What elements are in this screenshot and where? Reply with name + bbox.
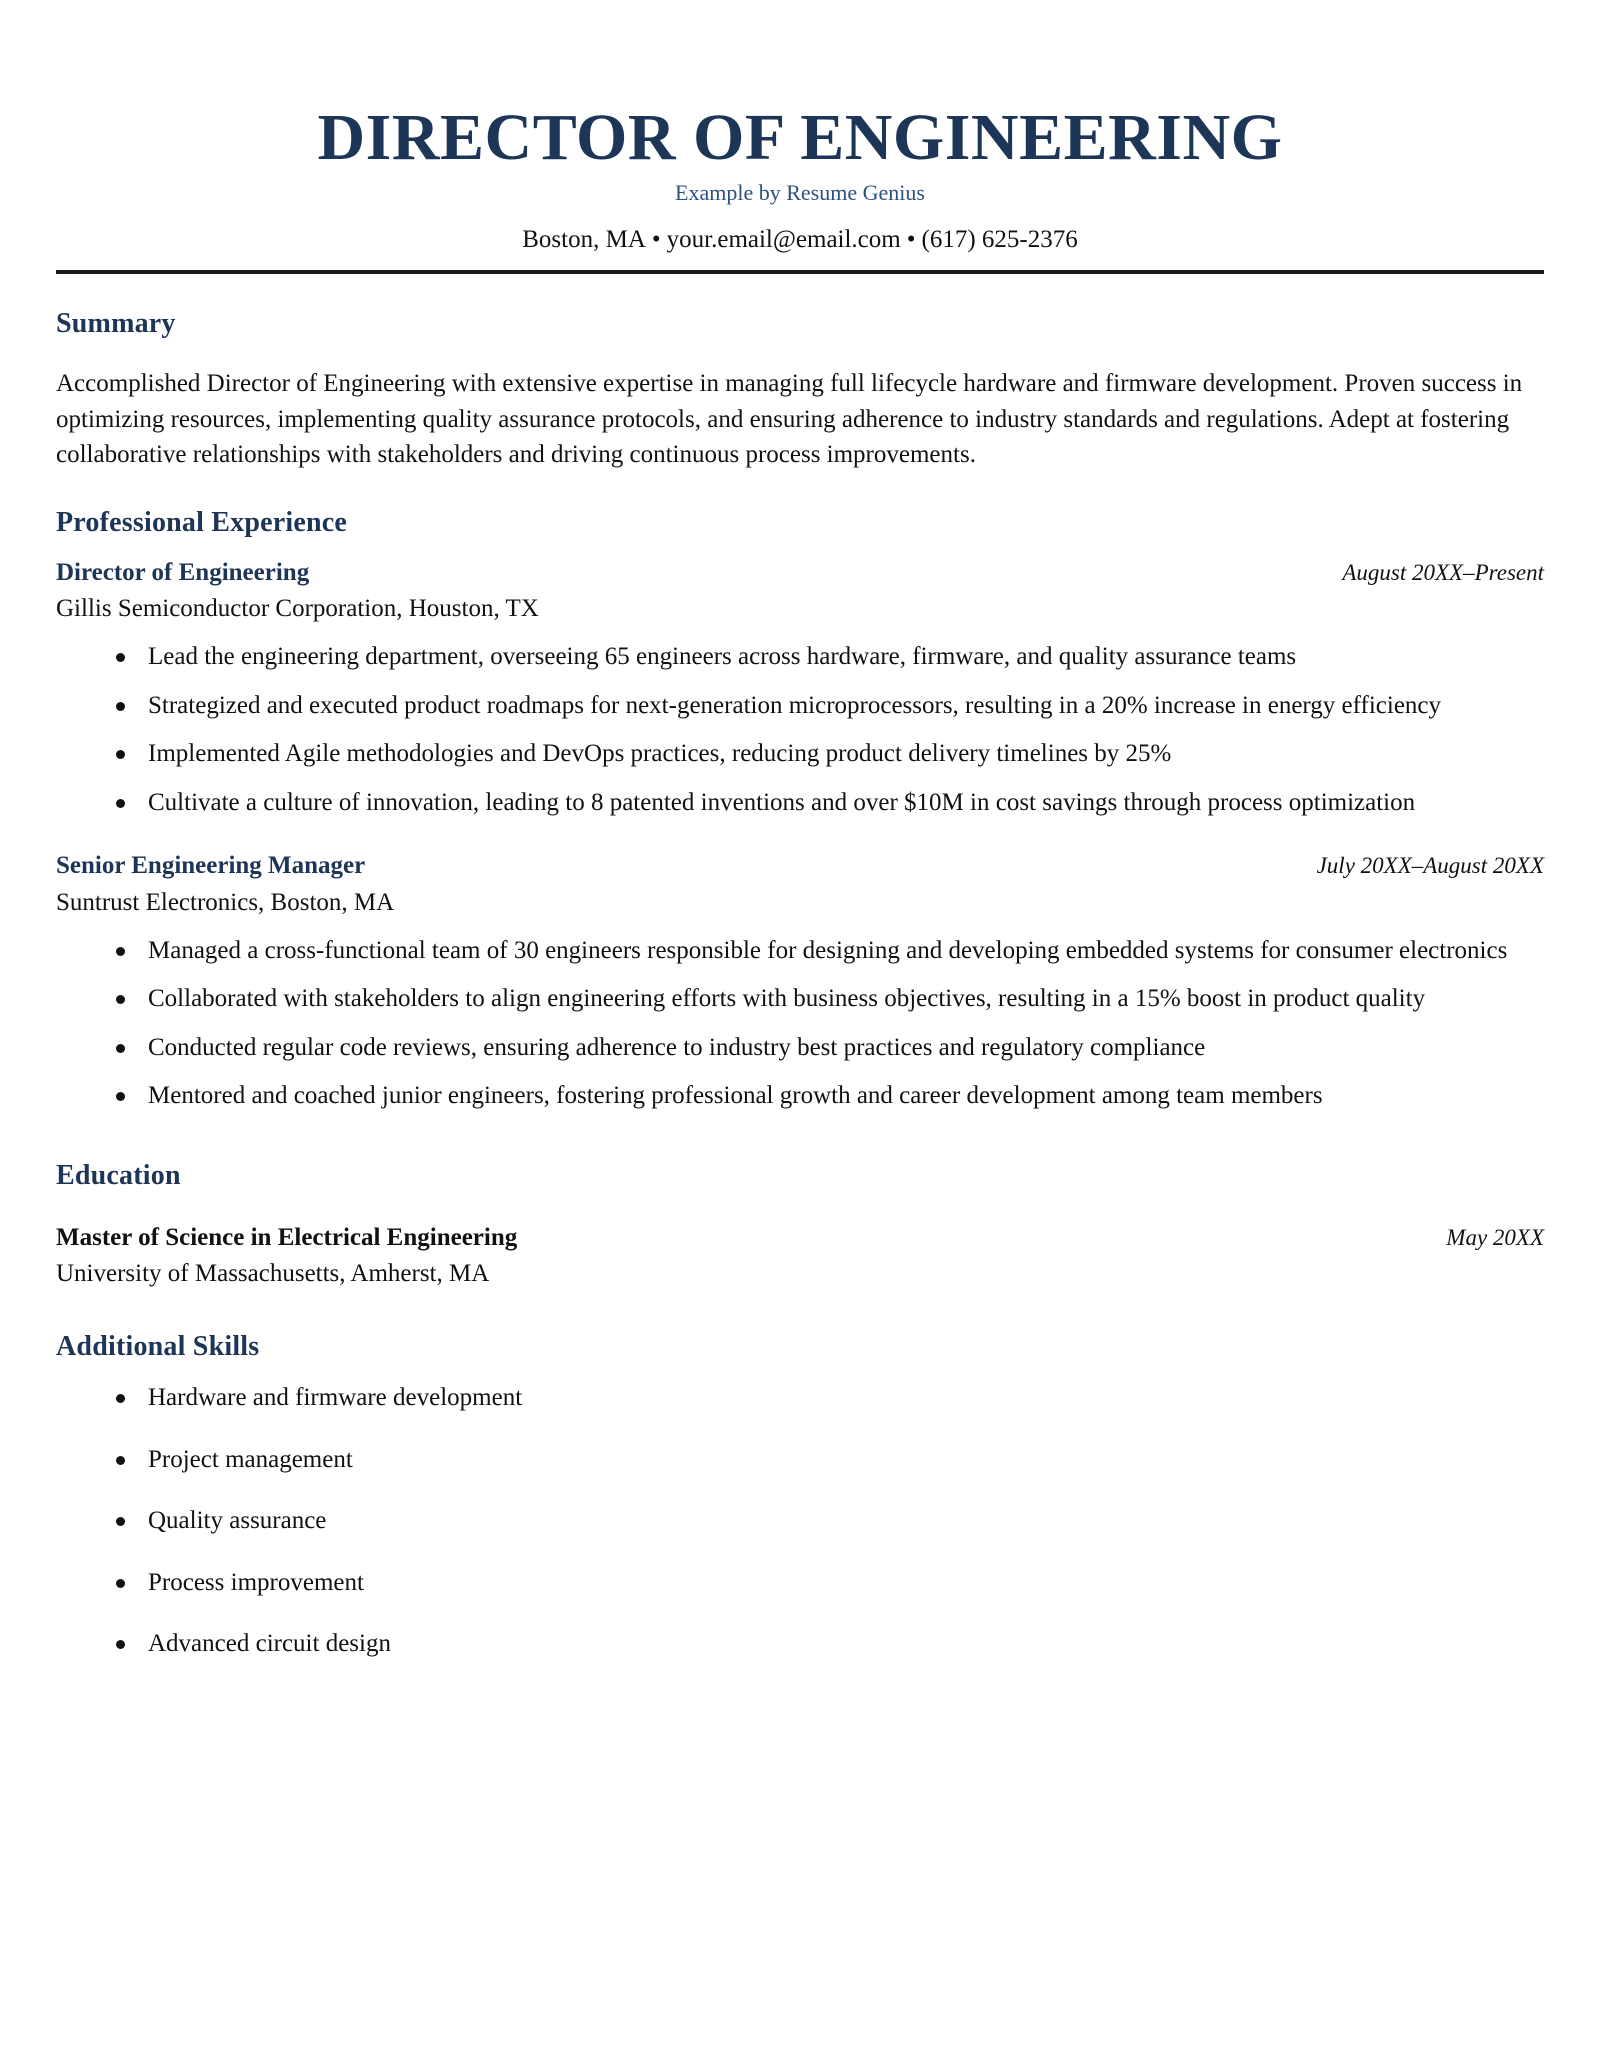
contact-phone[interactable]: (617) 625-2376: [921, 225, 1078, 253]
experience-entry-header: [56, 557, 1544, 590]
job-bullet: Managed a cross-functional team of 30 engineers responsible for designing and developing embedded systems for consumer electronics: [108, 934, 1544, 969]
experience-entry: [56, 557, 1544, 821]
job-bullet: Cultivate a culture of innovation, leading to 8 patented inventions and over $10M in cost savings through process optimization: [108, 786, 1544, 821]
section-heading-skills: Additional Skills: [56, 1331, 260, 1363]
job-bullet: Mentored and coached junior engineers, fostering professional growth and career development among team members: [108, 1079, 1544, 1114]
contact-separator-2: •: [906, 225, 916, 253]
experience-entry-header: [56, 850, 1544, 883]
education-entry: [56, 1222, 1544, 1292]
section-education: [56, 1160, 1544, 1292]
job-bullet: Collaborated with stakeholders to align engineering efforts with business objectives, resulting in a 15% boost in product quality: [108, 982, 1544, 1017]
section-summary: [56, 308, 1544, 473]
skill-item: Hardware and firmware development: [108, 1381, 1544, 1416]
job-organization: Gillis Semiconductor Corporation, Houston, TX: [56, 595, 539, 623]
job-bullet-list: [56, 640, 1544, 820]
skill-item: Project management: [108, 1443, 1544, 1478]
resume-header: [56, 101, 1544, 256]
section-heading-summary: Summary: [56, 308, 176, 340]
skills-list: [56, 1381, 1544, 1662]
job-bullet: Strategized and executed product roadmaps for next-generation microprocessors, resulting in a 20% increase in energy efficiency: [108, 689, 1544, 724]
job-bullet: Conducted regular code reviews, ensuring adherence to industry best practices and regulatory compliance: [108, 1031, 1544, 1066]
candidate-name: DIRECTOR OF ENGINEERING: [317, 101, 1283, 174]
degree-title: Master of Science in Electrical Engineering: [56, 1223, 518, 1251]
job-date: August 20XX–Present: [1342, 559, 1544, 585]
degree-date: May 20XX: [1446, 1224, 1544, 1250]
skill-item: Process improvement: [108, 1566, 1544, 1601]
resume-subtitle: Example by Resume Genius: [675, 180, 925, 206]
contact-line: [86, 224, 1514, 257]
job-title: Director of Engineering: [56, 558, 310, 586]
job-date: July 20XX–August 20XX: [1316, 853, 1544, 879]
degree-institution: University of Massachusetts, Amherst, MA: [56, 1260, 490, 1288]
job-bullet-list: [56, 934, 1544, 1114]
contact-email[interactable]: your.email@email.com: [666, 225, 901, 253]
header-divider: [56, 270, 1544, 274]
experience-entry: [56, 850, 1544, 1114]
summary-paragraph: Accomplished Director of Engineering with extensive expertise in managing full lifecycle hardware and firmware development. Proven success in optimizing resources, implementing quality assurance protocols, and ensuring adherence to industry standards and regulations. Adept at fostering collaborative relationships with stakeholders and driving continuous process improvements.: [56, 370, 1523, 469]
job-title: Senior Engineering Manager: [56, 852, 366, 880]
job-bullet: Implemented Agile methodologies and DevOps practices, reducing product delivery timelines by 25%: [108, 737, 1544, 772]
contact-separator-1: •: [651, 225, 661, 253]
section-experience: [56, 507, 1544, 1114]
section-heading-education: Education: [56, 1159, 181, 1191]
skill-item: Advanced circuit design: [108, 1627, 1544, 1662]
contact-location: Boston, MA: [522, 225, 646, 253]
job-bullet: Lead the engineering department, overseeing 65 engineers across hardware, firmware, and quality assurance teams: [108, 640, 1544, 675]
section-heading-experience: Professional Experience: [56, 506, 348, 538]
job-organization: Suntrust Electronics, Boston, MA: [56, 888, 395, 916]
skill-item: Quality assurance: [108, 1504, 1544, 1539]
section-skills: [56, 1331, 1544, 1662]
education-entry-header: [56, 1222, 1544, 1255]
